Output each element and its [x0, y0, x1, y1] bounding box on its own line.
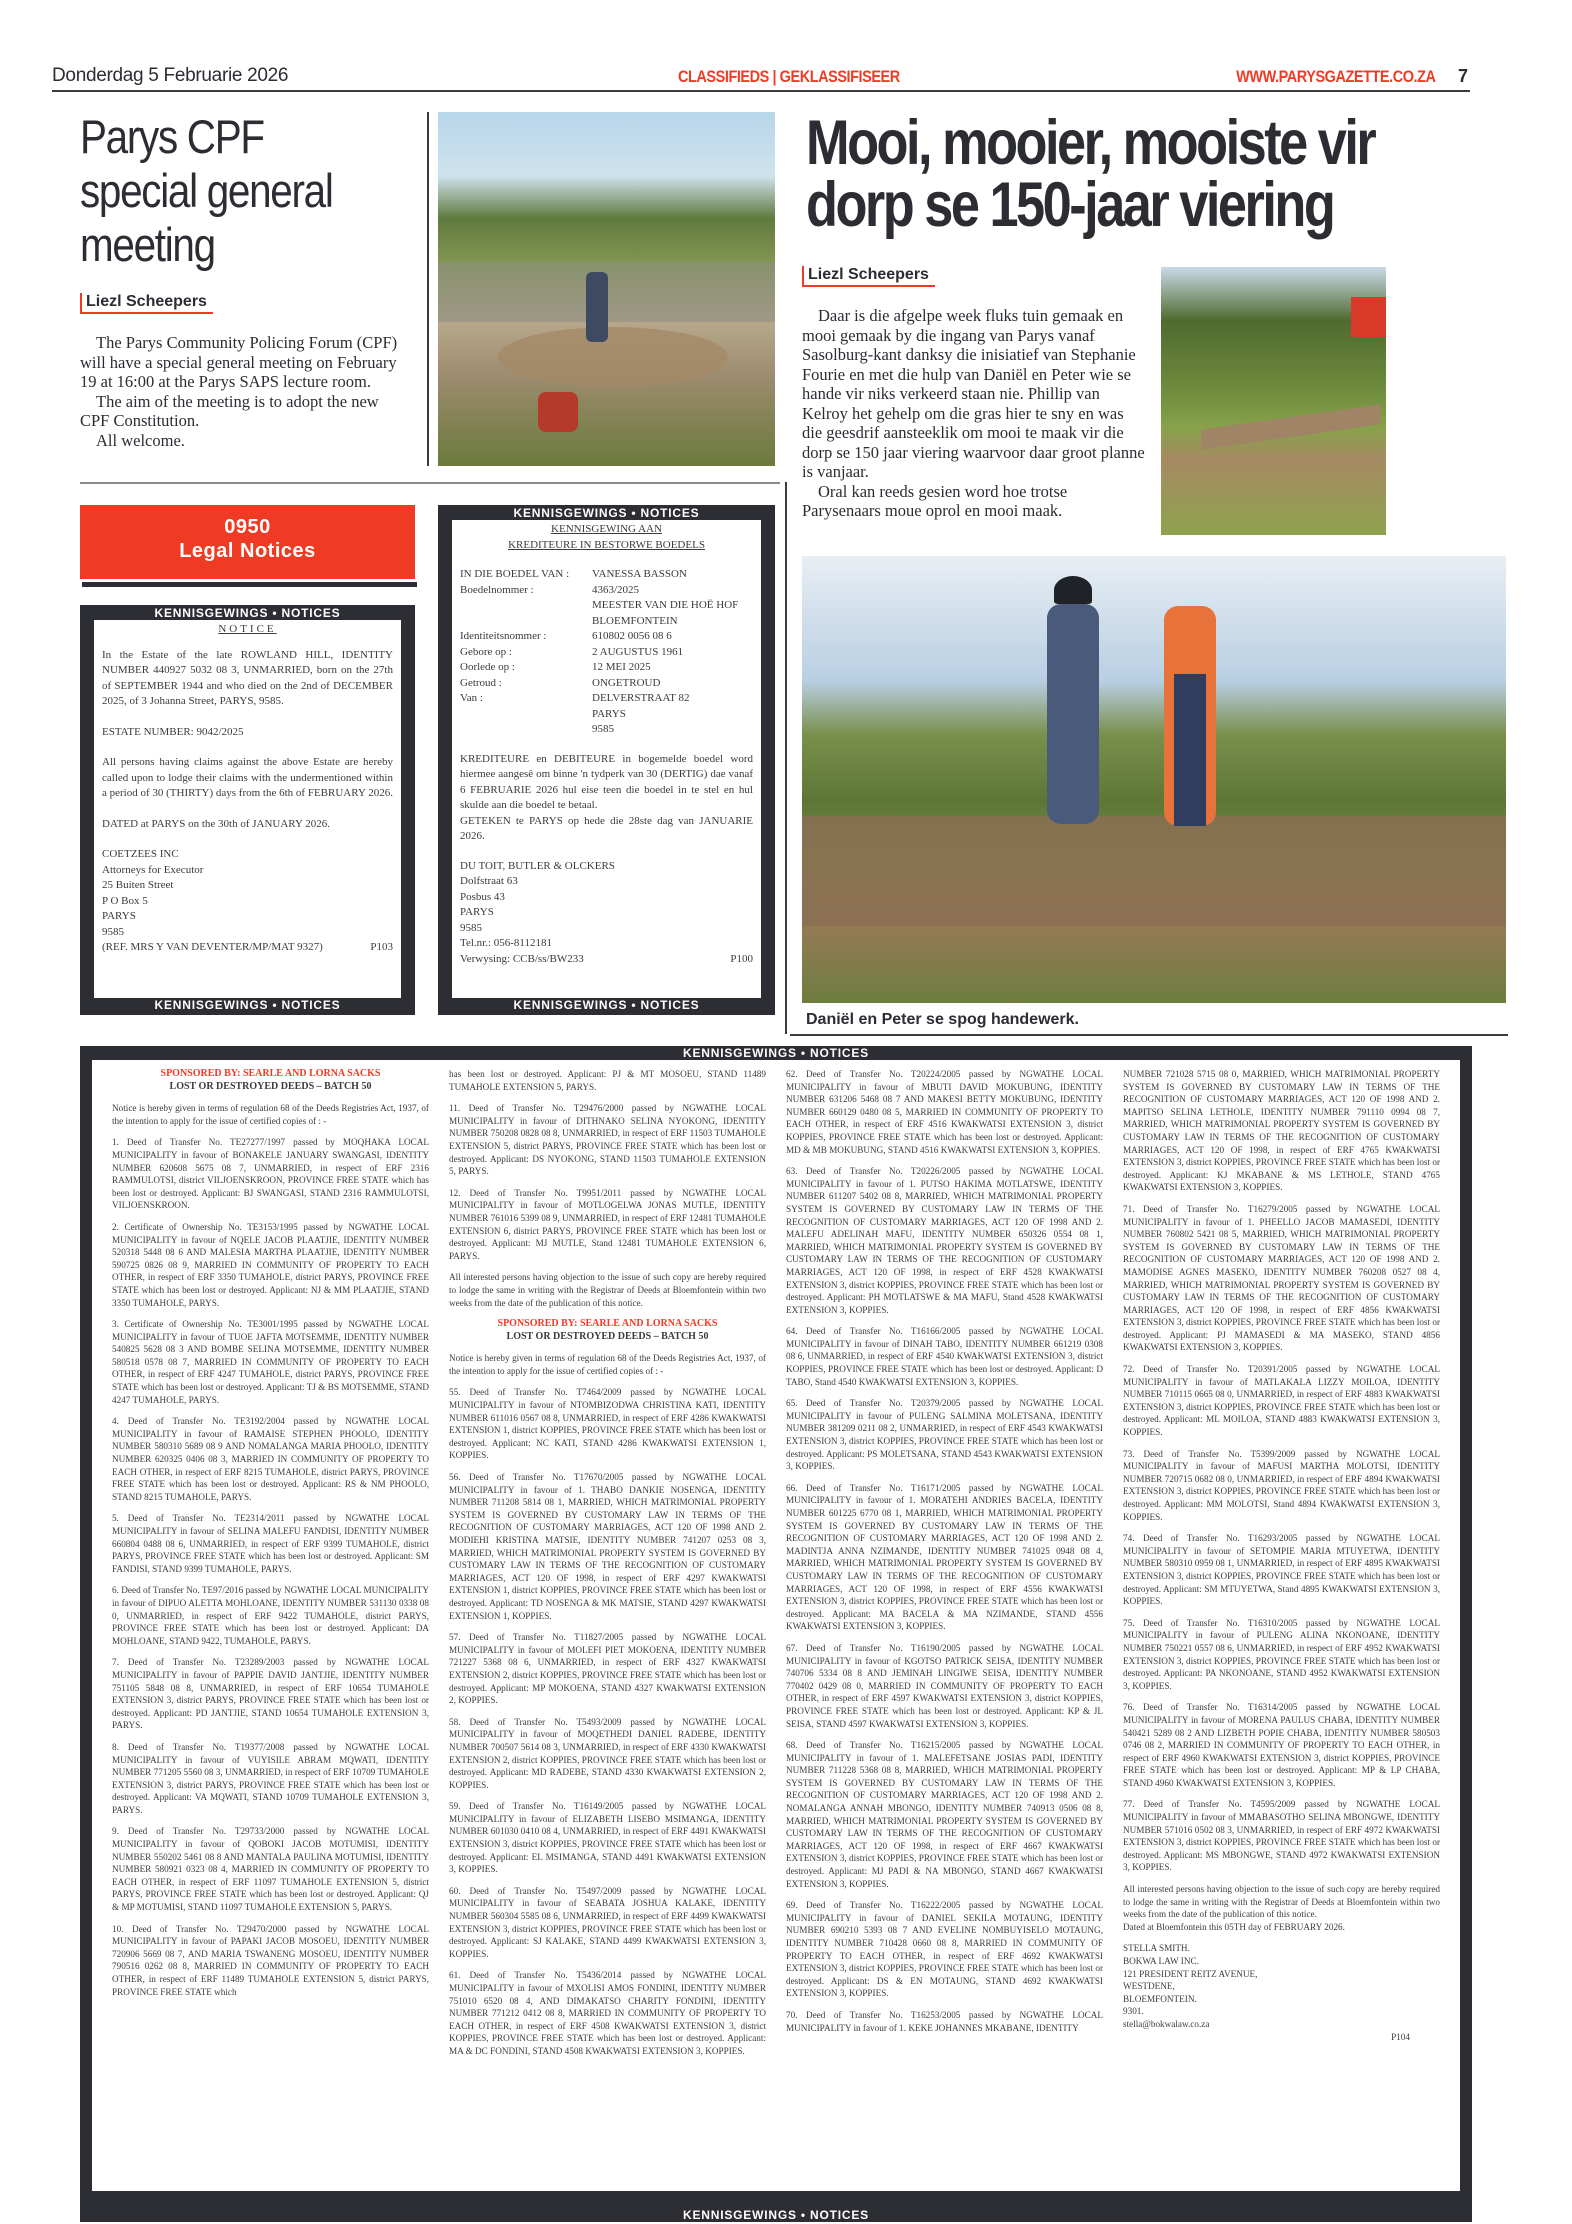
deed-entry: 6. Deed of Transfer No. TE97/2016 passed by NGWATHE LOCAL MUNICIPALITY in favour of DIPUO ALETTA MOHLOANE, IDENTITY NUMBER 531130 0338 08 0, UNMARRIED, in respect of ERF 9422 TUMAHOLE, district PARYS, PROVINCE FREE STATE which has been lost or destroyed. Applicant: DA MOHLOANE, STAND 9422, TUMAHOLE, PARYS. — [112, 1585, 429, 1646]
deed-entry: 61. Deed of Transfer No. T5436/2014 passed by NGWATHE LOCAL MUNICIPALITY in favour of MXOLISI AMOS FONDINI, IDENTITY NUMBER 751010 6520 08 4, AND DIMAKATSO CHARITY FONDINI, IDENTITY NUMBER 771212 0412 08 8, MARRIED IN COMMUNITY OF PROPERTY TO EACH OTHER, in respect of ERF 4508 KWAKWATSI EXTENSION 3, district KOPPIES, PROVINCE FREE STATE which has been lost or destroyed. Applicant: MA & DC FONDINI, STAND 4508 KWAKWATSI EXTENSION 3, KOPPIES. — [449, 1970, 766, 2056]
red-sign-shape — [1351, 297, 1386, 337]
cpf-headline: Parys CPF special general meeting — [80, 110, 333, 271]
deed-entry: 10. Deed of Transfer No. T29470/2000 passed by NGWATHE LOCAL MUNICIPALITY in favour of PAPAKI JACOB MOSOEU, IDENTITY NUMBER 720906 5669 08 7, AND MARIA TSWANENG MOSOEU, IDENTITY NUMBER 790516 0262 08 8, MARRIED IN COMMUNITY OF PROPERTY TO EACH OTHER, in respect of ERF 11489 TUMAHOLE EXTENSION 5, district PARYS, PROVINCE FREE STATE which — [112, 1923, 429, 1997]
deed-entry: 70. Deed of Transfer No. T16253/2005 passed by NGWATHE LOCAL MUNICIPALITY in favour of 1. KEKE JOHANNES MKABANE, IDENTITY — [786, 2009, 1103, 2033]
deed-entry: 60. Deed of Transfer No. T5497/2009 passed by NGWATHE LOCAL MUNICIPALITY in favour of SEABATA JOSHUA KALAKE, IDENTITY NUMBER 560304 5585 08 6, UNMARRIED, in respect of ERF 4499 KWAKWATSI EXTENSION 3, district KOPPIES, PROVINCE FREE STATE which has been lost or destroyed. Applicant: SJ KALAKE, STAND 4499 KWAKWATSI EXTENSION 3, KOPPIES. — [449, 1885, 766, 1959]
deed-entry: 71. Deed of Transfer No. T16279/2005 passed by NGWATHE LOCAL MUNICIPALITY in favour of 1. PHEELLO JACOB MAMASEDI, IDENTITY NUMBER 760802 5421 08 5, MARRIED, WHICH MATRIMONIAL PROPERTY SYSTEM IS GOVERNED BY CUSTOMARY LAW IN TERMS OF THE RECOGNITION OF CUSTOMARY MARRIAGES, ACT 120 OF 1998 AND 2. MAMODISE AGNES MASEKO, IDENTITY NUMBER 760208 0527 08 4, MARRIED, WHICH MATRIMONIAL PROPERTY SYSTEM IS GOVERNED BY CUSTOMARY LAW IN TERMS OF THE RECOGNITION OF CUSTOMARY MARRIAGES, ACT 120 OF 1998, in respect of ERF 4856 KWAKWATSI EXTENSION 3, district KOPPIES, PROVINCE FREE STATE which has been lost or destroyed. Applicant: PJ MAMASEDI & MA MASEKO, STAND 4856 KWAKWATSI EXTENSION 3, KOPPIES. — [1123, 1203, 1440, 1353]
address-line: PARYS — [102, 910, 136, 922]
objection-notice: All interested persons having objection to the issue of such copy are hereby required to lodge the same in writing with the Registrar of Deeds at Bloemfontein within two weeks from the date of the publication of this notice. — [449, 1272, 766, 1308]
notice-hill-para2: All persons having claims against the above Estate are hereby called upon to lodge their claims with the undermentioned within a period of 30 (THIRTY) days from the 6th of FEBRUARY 2026. — [102, 756, 394, 799]
address-line: PARYS — [460, 906, 494, 918]
classification-code: 0950 — [224, 516, 271, 538]
notice-band-top: KENNISGEWINGS • NOTICES — [683, 1046, 869, 1060]
deeds-intro: Notice is hereby given in terms of regulation 68 of the Deeds Registries Act, 1937, of the intention to apply for the issue of certified copies of : - — [112, 1103, 429, 1126]
phone-number: Tel.nr.: 056-8112181 — [460, 937, 553, 949]
address-line: Dolfstraat 63 — [460, 875, 518, 887]
lost-deeds-notice — [80, 1046, 1472, 2222]
mooi-photo-roadside-garden — [1161, 267, 1386, 535]
mooi-headline: Mooi, mooier, mooiste vir dorp se 150-jaar viering — [806, 108, 1375, 240]
hat-shape — [1054, 576, 1092, 604]
address-line: P O Box 5 — [102, 894, 148, 907]
caption-rule — [790, 1034, 1508, 1036]
deed-entry: 73. Deed of Transfer No. T5399/2009 passed by NGWATHE LOCAL MUNICIPALITY in favour of MAFUSI MARTHA MOLOTSI, IDENTITY NUMBER 720715 0682 08 0, UNMARRIED, in respect of ERF 4894 KWAKWATSI EXTENSION 3, district KOPPIES, PROVINCE FREE STATE which has been lost or destroyed. Applicant: MM MOLOTSI, Stand 4894 KWAKWATSI EXTENSION 3, KOPPIES. — [1123, 1448, 1440, 1522]
deed-entry: 64. Deed of Transfer No. T16166/2005 passed by NGWATHE LOCAL MUNICIPALITY in favour of DINAH TABO, IDENTITY NUMBER 661219 0308 08 6, UNMARRIED, in respect of ERF 4540 KWAKWATSI EXTENSION 3, district KOPPIES, PROVINCE FREE STATE which has been lost or destroyed. Applicant: D TABO, Stand 4540 KWAKWATSI EXTENSION 3, KOPPIES. — [786, 1326, 1103, 1387]
mooi-byline-wrap — [802, 266, 935, 287]
notice-basson-title2: KREDITEURE IN BESTORWE BOEDELS — [508, 538, 705, 551]
notice-basson-signed: GETEKEN te PARYS op hede die 28ste dag van JANUARIE 2026. — [460, 814, 753, 842]
address-line: 9585 — [102, 925, 124, 938]
column-divider — [785, 482, 787, 1034]
signature-line: STELLA SMITH. — [1123, 1943, 1190, 1954]
deed-entry: has been lost or destroyed. Applicant: PJ & MT MOSOEU, STAND 11489 TUMAHOLE EXTENSION 5, PARYS. — [449, 1069, 766, 1092]
field-row: Getroud : ONGETROUD — [460, 676, 661, 689]
signature-line: 9301. — [1123, 2006, 1144, 2017]
deed-entry: 11. Deed of Transfer No. T29476/2000 passed by NGWATHE LOCAL MUNICIPALITY in favour of DITHNAKO SELINA NYOKONG, IDENTITY NUMBER 750208 0828 08 8, UNMARRIED, in respect of ERF 11503 TUMAHOLE EXTENSION 5, district PARYS, PROVINCE FREE STATE which has been lost or destroyed. Applicant: DS NYOKONG, STAND 11503 TUMAHOLE EXTENSION 5, PARYS. — [449, 1103, 766, 1177]
notice-hill-para1: In the Estate of the late ROWLAND HILL, IDENTITY NUMBER 440927 5032 08 3, UNMARRIED, born on the 27th of SEPTEMBER 1944 and who died on the 2nd of DECEMBER 2025, of 3 Johanna Street, PARYS, 9585. — [102, 648, 393, 707]
deed-entry: 56. Deed of Transfer No. T17670/2005 passed by NGWATHE LOCAL MUNICIPALITY in favour of 1. THABO DANKIE NOSENGA, IDENTITY NUMBER 711208 5814 08 1, MARRIED, WHICH MATRIMONIAL PROPERTY SYSTEM IS GOVERNED BY CUSTOMARY LAW IN TERMS OF THE RECOGNITION OF CUSTOMARY MARRIAGES, ACT 120 OF 1998 AND 2. MODIEHI KRISTINA MATSIE, IDENTITY NUMBER 741207 0253 08 3, MARRIED, WHICH MATRIMONIAL PROPERTY SYSTEM IS GOVERNED BY CUSTOMARY LAW IN TERMS OF THE RECOGNITION OF CUSTOMARY MARRIAGES, ACT 120 OF 1998, in respect of ERF 4297 KWAKWATSI EXTENSION 1, district KOPPIES, PROVINCE FREE STATE which has been lost or destroyed. Applicant: TD NOSENGA & MK MATSIE, STAND 4297 KWAKWATSI EXTENSION 1, KOPPIES. — [449, 1472, 766, 1621]
deeds-column-4 — [1113, 1068, 1450, 2183]
field-row: Gebore op : 2 AUGUSTUS 1961 — [460, 645, 684, 658]
deeds-dated: Dated at Bloemfontein this 05TH day of FEBRUARY 2026. — [1123, 1921, 1345, 1932]
cpf-body — [80, 333, 400, 450]
deeds-intro: Notice is hereby given in terms of regulation 68 of the Deeds Registries Act, 1937, of the intention to apply for the issue of certified copies of : - — [449, 1353, 766, 1376]
legal-notices-header — [80, 505, 415, 579]
issue-date: Donderdag 5 Februarie 2026 — [52, 65, 289, 86]
cpf-photo-worker-garden — [438, 112, 775, 466]
address-line: Posbus 43 — [460, 890, 505, 903]
deed-entry: 77. Deed of Transfer No. T4595/2009 passed by NGWATHE LOCAL MUNICIPALITY in favour of MMABASOTHO SELINA MBONGWE, IDENTITY NUMBER 571016 0502 08 3, UNMARRIED, in respect of ERF 4972 KWAKWATSI EXTENSION 3, district KOPPIES, PROVINCE FREE STATE which has been lost or destroyed. Applicant: MS MBONGWE, STAND 4972 KWAKWATSI EXTENSION 3, KOPPIES. — [1123, 1799, 1440, 1873]
deed-entry: 69. Deed of Transfer No. T16222/2005 passed by NGWATHE LOCAL MUNICIPALITY in favour of DANIEL SEKILA MOTAUNG, IDENTITY NUMBER 690210 5393 08 7 AND EVELINE NOMBUYISELO MOTAUNG, IDENTITY NUMBER 710428 0660 08 8, MARRIED IN COMMUNITY OF PROPERTY TO EACH OTHER, in respect of ERF 4692 KWAKWATSI EXTENSION 3, district KOPPIES, PROVINCE FREE STATE which has been lost or destroyed. Applicant: DS & EN MOTAUNG, STAND 4692 KWAKWATSI EXTENSION 3, KOPPIES. — [786, 1900, 1103, 1999]
deed-entry: 7. Deed of Transfer No. T23289/2003 passed by NGWATHE LOCAL MUNICIPALITY in favour of PAPPIE DAVID JANTJIE, IDENTITY NUMBER 751105 5848 08 8, UNMARRIED, in respect of ERF 10654 TUMAHOLE EXTENSION 3, district PARYS, PROVINCE FREE STATE which has been lost or destroyed. Applicant: PD JANTJIE, STAND 10654 TUMAHOLE EXTENSION 3, PARYS. — [112, 1657, 429, 1731]
deed-entry: 57. Deed of Transfer No. T11827/2005 passed by NGWATHE LOCAL MUNICIPALITY in favour of MOLEFI PIET MOKOENA, IDENTITY NUMBER 721227 5368 08 6, UNMARRIED, in respect of ERF 4327 KWAKWATSI EXTENSION 2, district KOPPIES, PROVINCE FREE STATE which has been lost or destroyed. Applicant: MP MOKOENA, STAND 4327 KWAKWATSI EXTENSION 2, KOPPIES. — [449, 1632, 766, 1706]
signature-block — [1123, 1942, 1440, 2043]
field-row: BLOEMFONTEIN — [592, 614, 678, 627]
deed-entry: 4. Deed of Transfer No. TE3192/2004 passed by NGWATHE LOCAL MUNICIPALITY in favour of RAMAISE STEPHEN PHOOLO, IDENTITY NUMBER 580310 5689 08 9 AND NOMALANGA MARIA PHOOLO, IDENTITY NUMBER 620325 0406 08 3, MARRIED IN COMMUNITY OF PROPERTY TO EACH OTHER, in respect of ERF 8215 TUMAHOLE, district PARYS, PROVINCE FREE STATE which has been lost or destroyed. Applicant: RS & NM PHOOLO, STAND 8215 TUMAHOLE, PARYS. — [112, 1416, 429, 1502]
address-line: 25 Buiten Street — [102, 879, 174, 891]
header-rule — [82, 582, 417, 587]
website-link[interactable]: WWW.PARYSGAZETTE.CO.ZA — [1236, 67, 1436, 86]
deed-entry: 75. Deed of Transfer No. T16310/2005 passed by NGWATHE LOCAL MUNICIPALITY in favour of PULENG ALINA NKONOANE, IDENTITY NUMBER 750221 0557 08 6, UNMARRIED, in respect of ERF 4952 KWAKWATSI EXTENSION 3, district KOPPIES, PROVINCE FREE STATE which has been lost or destroyed. Applicant: PA NKONOANE, STAND 4952 KWAKWATSI EXTENSION 3, KOPPIES. — [1123, 1617, 1440, 1691]
field-row: PARYS — [592, 707, 626, 720]
deed-entry: 67. Deed of Transfer No. T16190/2005 passed by NGWATHE LOCAL MUNICIPALITY in favour of KGOTSO PATRICK SEISA, IDENTITY NUMBER 740706 5334 08 8 AND JEMINAH LINGIWE SEISA, IDENTITY NUMBER 770402 0429 08 0, MARRIED IN COMMUNITY OF PROPERTY TO EACH OTHER, in respect of ERF 4597 KWAKWATSI EXTENSION 3, district KOPPIES, PROVINCE FREE STATE which has been lost or destroyed. Applicant: KP & JL SEISA, STAND 4597 KWAKWATSI EXTENSION 3, KOPPIES. — [786, 1642, 1103, 1729]
cpf-byline: Liezl Scheepers — [80, 293, 213, 314]
notice-basson-content — [452, 520, 761, 998]
batch-title: LOST OR DESTROYED DEEDS – BATCH 50 — [169, 1080, 372, 1092]
notice-band-bottom: KENNISGEWINGS • NOTICES — [683, 2208, 869, 2222]
address-line: DU TOIT, BUTLER & OLCKERS — [460, 859, 615, 872]
deed-entry: 5. Deed of Transfer No. TE2314/2011 passed by NGWATHE LOCAL MUNICIPALITY in favour of SELINA MALEFU FANDISI, IDENTITY NUMBER 660804 0488 08 6, UNMARRIED, in respect of ERF 9399 TUMAHOLE, district PARYS, PROVINCE FREE STATE which has been lost or destroyed. Applicant: SM FANDISI, STAND 9399 TUMAHOLE, PARYS. — [112, 1513, 429, 1574]
mooi-paragraph: Oral kan reeds gesien word hoe trotse Parysenaars moue oprol en mooi maak. — [802, 481, 1068, 520]
deed-entry: 3. Certificate of Ownership No. TE3001/1995 passed by NGWATHE LOCAL MUNICIPALITY in favour of TUOE JAFTA MOTSEMME, IDENTITY NUMBER 540825 5628 08 3 AND BOMBE SELINA MOTSEMME, IDENTITY NUMBER 580518 0578 08 7, MARRIED IN COMMUNITY OF PROPERTY TO EACH OTHER, in respect of ERF 4247 TUMAHOLE, district PARYS, PROVINCE FREE STATE which has been lost or destroyed. Applicant: TJ & BS MOTSEMME, STAND 4247 TUMAHOLE, PARYS. — [112, 1319, 429, 1405]
cpf-byline-wrap — [80, 293, 213, 314]
signature-line: BOKWA LAW INC. — [1123, 1956, 1199, 1966]
person-daniel — [1047, 604, 1099, 824]
deeds-column-1 — [102, 1068, 439, 2183]
deed-entry: 9. Deed of Transfer No. T29733/2000 passed by NGWATHE LOCAL MUNICIPALITY in favour of QOBOKI JACOB MOTUMISI, IDENTITY NUMBER 550202 5461 08 8 AND MANTALA PAULINA MOTUMISI, IDENTITY NUMBER 580921 0323 08 4, MARRIED IN COMMUNITY OF PROPERTY TO EACH OTHER, in respect of ERF 11097 TUMAHOLE EXTENSION 5, district PARYS, PROVINCE FREE STATE which has been lost or destroyed. Applicant: QJ & MP MOTUMISI, STAND 11097 TUMAHOLE EXTENSION 5, PARYS. — [112, 1826, 429, 1913]
field-row: Oorlede op : 12 MEI 2025 — [460, 661, 651, 673]
deeds-column-3 — [776, 1068, 1113, 2183]
notice-hill-estate — [80, 605, 415, 1015]
address-line: 9585 — [460, 921, 482, 934]
field-row: 9585 — [592, 723, 614, 735]
deed-entry: 72. Deed of Transfer No. T20391/2005 passed by NGWATHE LOCAL MUNICIPALITY in favour of MATLAKALA LIZZY MOILOA, IDENTITY NUMBER 710115 0665 08 0, UNMARRIED, in respect of ERF 4883 KWAKWATSI EXTENSION 3, district KOPPIES, PROVINCE FREE STATE which has been lost or destroyed. Applicant: ML MOILOA, STAND 4883 KWAKWATSI EXTENSION 3, KOPPIES. — [1123, 1364, 1440, 1438]
worker-figure — [586, 272, 608, 342]
deeds-column-2 — [439, 1068, 776, 2183]
stone-bed-shape — [498, 327, 728, 387]
field-row: IN DIE BOEDEL VAN : VANESSA BASSON — [460, 568, 687, 580]
signature-line: WESTDENE, — [1123, 1981, 1175, 1992]
deed-entry: 59. Deed of Transfer No. T16149/2005 passed by NGWATHE LOCAL MUNICIPALITY in favour of ELIZABETH LISEBO MSIMANGA, IDENTITY NUMBER 601030 0410 08 4, UNMARRIED, in respect of ERF 4491 KWAKWATSI EXTENSION 3, district KOPPIES, PROVINCE FREE STATE which has been lost or destroyed. Applicant: EL MSIMANGA, STAND 4491 KWAKWATSI EXTENSION 3, KOPPIES. — [449, 1801, 766, 1875]
mooi-body — [802, 306, 1147, 521]
cpf-paragraph: All welcome. — [96, 430, 185, 450]
notice-code: P100 — [730, 952, 753, 965]
notice-code: P103 — [370, 941, 393, 953]
peter-trousers-shape — [1174, 674, 1206, 826]
column-divider — [427, 112, 429, 466]
signature-line: 121 PRESIDENT REITZ AVENUE, — [1123, 1968, 1258, 1979]
section-divider — [80, 482, 780, 484]
deed-entry: 8. Deed of Transfer No. T19377/2008 passed by NGWATHE LOCAL MUNICIPALITY in favour of VUYISILE ABRAM MQWATI, IDENTITY NUMBER 771205 5560 08 3, UNMARRIED, in respect of ERF 10709 TUMAHOLE EXTENSION 3, district PARYS, PROVINCE FREE STATE which has been lost or destroyed. Applicant: VA MQWATI, STAND 10709 TUMAHOLE EXTENSION 3, PARYS. — [112, 1741, 429, 1815]
deed-entry: 65. Deed of Transfer No. T20379/2005 passed by NGWATHE LOCAL MUNICIPALITY in favour of PULENG SALMINA MOLETSANA, IDENTITY NUMBER 381209 0211 08 2, UNMARRIED, in respect of ERF 4543 KWAKWATSI EXTENSION 3, district KOPPIES, PROVINCE FREE STATE which has been lost or destroyed. Applicant: PS MOLETSANA, STAND 4543 KWAKWATSI EXTENSION 3, KOPPIES. — [786, 1398, 1103, 1472]
deed-entry: 12. Deed of Transfer No. T9951/2011 passed by NGWATHE LOCAL MUNICIPALITY in favour of MOTLOGELWA JONAS MUTLE, IDENTITY NUMBER 761016 5399 08 9, UNMARRIED, in respect of ERF 12481 TUMAHOLE EXTENSION 6, district PARYS, PROVINCE FREE STATE which has been lost or destroyed. Applicant: MJ MUTLE, Stand 12481 TUMAHOLE EXTENSION 6, PARYS. — [449, 1187, 766, 1261]
photo-caption: Daniël en Peter se spog handewerk. — [806, 1011, 1079, 1028]
deed-entry: 76. Deed of Transfer No. T16314/2005 passed by NGWATHE LOCAL MUNICIPALITY in favour of MORENA PAULUS CHABA, IDENTITY NUMBER 540421 5289 08 2 AND LIZBETH POPIE CHABA, IDENTITY NUMBER 580503 0746 08 2, MARRIED IN COMMUNITY OF PROPERTY TO EACH OTHER, in respect of ERF 4960 KWAKWATSI EXTENSION 3, district KOPPIES, PROVINCE FREE STATE which has been lost or destroyed. Applicant: MP & LP CHABA, STAND 4960 KWAKWATSI EXTENSION 3, KOPPIES. — [1123, 1702, 1440, 1788]
stone-border-shape — [1201, 404, 1381, 449]
notice-basson-estate — [438, 505, 775, 1015]
section-label: CLASSIFIEDS | GEKLASSIFISEER — [678, 67, 900, 86]
notice-title: NOTICE — [218, 623, 277, 635]
sponsor-line: SPONSORED BY: SEARLE AND LORNA SACKS — [497, 1318, 718, 1330]
signature-line: BLOEMFONTEIN. — [1123, 1993, 1197, 2004]
notice-reference: Verwysing: CCB/ss/BW233 — [460, 952, 584, 965]
stone-wall-shape — [802, 816, 1506, 926]
notice-hill-content — [94, 620, 401, 998]
lost-deeds-content — [92, 1060, 1460, 2191]
deed-entry: NUMBER 721028 5715 08 0, MARRIED, WHICH MATRIMONIAL PROPERTY SYSTEM IS GOVERNED BY CUSTOMARY LAW IN TERMS OF THE RECOGNITION OF CUSTOMARY MARRIAGES, ACT 120 OF 1998 AND 2. MAPITSO SELINA LETHOLE, IDENTITY NUMBER 791110 0994 08 7, MARRIED, WHICH MATRIMONIAL PROPERTY SYSTEM IS GOVERNED BY CUSTOMARY LAW IN TERMS OF THE RECOGNITION OF CUSTOMARY MARRIAGES, ACT 120 OF 1998, in respect of ERF 4765 KWAKWATSI EXTENSION 3, district KOPPIES, PROVINCE FREE STATE which has been lost or destroyed. Applicant: KJ MKABANE & MS LETHOLE, STAND 4765 KWAKWATSI EXTENSION 3, KOPPIES. — [1123, 1069, 1440, 1193]
field-row: Boedelnommer : 4363/2025 — [460, 583, 640, 596]
notice-band-top: KENNISGEWINGS • NOTICES — [154, 606, 341, 620]
mooi-photo-daniel-peter — [802, 556, 1506, 1003]
deed-entry: 68. Deed of Transfer No. T16215/2005 passed by NGWATHE LOCAL MUNICIPALITY in favour of 1. MALEFETSANE JOSIAS PADI, IDENTITY NUMBER 711228 5368 08 8, MARRIED, WHICH MATRIMONIAL PROPERTY SYSTEM IS GOVERNED BY CUSTOMARY LAW IN TERMS OF THE RECOGNITION OF CUSTOMARY MARRIAGES, ACT 120 OF 1998 AND 2. NOMALANGA ANNAH MBONGO, IDENTITY NUMBER 740913 0506 08 8, MARRIED, WHICH MATRIMONIAL PROPERTY SYSTEM IS GOVERNED BY CUSTOMARY LAW IN TERMS OF THE RECOGNITION OF CUSTOMARY MARRIAGES, ACT 120 OF 1998, in respect of ERF 4667 KWAKWATSI EXTENSION 3, district KOPPIES, PROVINCE FREE STATE which has been lost or destroyed. Applicant: MJ PADI & NA MBONGO, STAND 4667 KWAKWATSI EXTENSION 3, KOPPIES. — [786, 1740, 1103, 1889]
objection-notice: All interested persons having objection to the issue of such copy are hereby required to lodge the same in writing with the Registrar of Deeds at Bloemfontein within two weeks from the date of the publication of this notice. — [1123, 1884, 1440, 1920]
lawnmower-shape — [538, 392, 578, 432]
classification-title: Legal Notices — [179, 540, 316, 562]
sponsor-line: SPONSORED BY: SEARLE AND LORNA SACKS — [160, 1068, 381, 1079]
notice-basson-para: KREDITEURE en DEBITEURE in bogemelde boedel word hiermee aangesê om binne 'n tydperk van 30 (DERTIG) dae vanaf 6 FEBRUARIE 2026 hul eise teen die boedel in te stel en hul skulde aan die boedel te betaal. — [460, 752, 753, 811]
estate-number: ESTATE NUMBER: 9042/2025 — [102, 725, 244, 738]
cpf-paragraph: The aim of the meeting is to adopt the new CPF Constitution. — [80, 391, 379, 430]
batch-title: LOST OR DESTROYED DEEDS – BATCH 50 — [506, 1330, 709, 1342]
masthead — [52, 64, 1470, 92]
deed-entry: 66. Deed of Transfer No. T16171/2005 passed by NGWATHE LOCAL MUNICIPALITY in favour of 1. MORATEHI ANDRIES BACELA, IDENTITY NUMBER 601225 6770 08 1, MARRIED, WHICH MATRIMONIAL PROPERTY SYSTEM IS GOVERNED BY CUSTOMARY LAW IN TERMS OF THE RECOGNITION OF CUSTOMARY MARRIAGES, ACT 120 OF 1998 AND 2. MADINTJA ANNA NZIMANDE, IDENTITY NUMBER 741025 0948 08 4, MARRIED, WHICH MATRIMONIAL PROPERTY SYSTEM IS GOVERNED BY CUSTOMARY LAW IN TERMS OF THE RECOGNITION OF CUSTOMARY MARRIAGES, ACT 120 OF 1998, in respect of ERF 4556 KWAKWATSI EXTENSION 3, district KOPPIES, PROVINCE FREE STATE which has been lost or destroyed. Applicant: MA BACELA & MA NZIMANDE, STAND 4556 KWAKWATSI EXTENSION 3, KOPPIES. — [786, 1482, 1103, 1632]
field-row: MEESTER VAN DIE HOË HOF — [592, 599, 739, 611]
deed-entry: 74. Deed of Transfer No. T16293/2005 passed by NGWATHE LOCAL MUNICIPALITY in favour of SETOMPIE MARIA MTUYETWA, IDENTITY NUMBER 580310 0959 08 1, UNMARRIED, in respect of ERF 4895 KWAKWATSI EXTENSION 3, district KOPPIES, PROVINCE FREE STATE which has been lost or destroyed. Applicant: SM MTUYETWA, Stand 4895 KWAKWATSI EXTENSION 3, KOPPIES. — [1123, 1533, 1440, 1607]
notice-reference: (REF. MRS Y VAN DEVENTER/MP/MAT 9327) — [102, 941, 323, 953]
deed-entry: 62. Deed of Transfer No. T20224/2005 passed by NGWATHE LOCAL MUNICIPALITY in favour of MBUTI DAVID MOKUBUNG, IDENTITY NUMBER 631206 5468 08 7 AND MAKESI BETTY MOKUBUNG, IDENTITY NUMBER 660129 0480 08 5, MARRIED IN COMMUNITY OF PROPERTY TO EACH OTHER, in respect of ERF 4516 KWAKWATSI EXTENSION 3, district KOPPIES, PROVINCE FREE STATE which has been lost or destroyed. Applicant: MD & MB MOKUBUNG, STAND 4516 KWAKWATSI EXTENSION 3, KOPPIES. — [786, 1069, 1103, 1155]
email-link[interactable]: stella@bokwalaw.co.za — [1123, 2018, 1210, 2029]
field-row: Van : DELVERSTRAAT 82 — [460, 692, 690, 704]
notice-band-bottom: KENNISGEWINGS • NOTICES — [154, 998, 341, 1012]
field-row: Identiteitsnommer : 610802 0056 08 6 — [460, 630, 672, 642]
notice-basson-title1: KENNISGEWING AAN — [551, 523, 662, 535]
mooi-byline: Liezl Scheepers — [802, 266, 935, 287]
notice-band-top: KENNISGEWINGS • NOTICES — [513, 506, 700, 520]
deed-entry: 58. Deed of Transfer No. T5493/2009 passed by NGWATHE LOCAL MUNICIPALITY in favour of MOQETHEDI DANIEL RADEBE, IDENTITY NUMBER 700507 5614 08 3, UNMARRIED, in respect of ERF 4330 KWAKWATSI EXTENSION 2, district KOPPIES, PROVINCE FREE STATE which has been lost or destroyed. Applicant: MD RADEBE, STAND 4330 KWAKWATSI EXTENSION 2, KOPPIES. — [449, 1716, 766, 1790]
address-line: Attorneys for Executor — [102, 863, 204, 876]
notice-code: P104 — [1391, 2031, 1410, 2042]
address-line: COETZEES INC — [102, 848, 179, 860]
deed-entry: 1. Deed of Transfer No. TE27277/1997 passed by MOQHAKA LOCAL MUNICIPALITY in favour of BONAKELE JANUARY SWANGASI, IDENTITY NUMBER 620608 5675 08 7, UNMARRIED, in respect of ERF 2316 RAMMULOTSI, district VILJOENSKROON, PROVINCE FREE STATE which has been lost or destroyed. Applicant: BJ SWANGASI, STAND 2316 RAMMULOTSI, VILJOENSKROON. — [112, 1137, 429, 1211]
notice-hill-dated: DATED at PARYS on the 30th of JANUARY 2026. — [102, 817, 331, 830]
deed-entry: 63. Deed of Transfer No. T20226/2005 passed by NGWATHE LOCAL MUNICIPALITY in favour of 1. PUTSO HAKIMA MOTLATSWE, IDENTITY NUMBER 611207 5402 08 8, MARRIED, WHICH MATRIMONIAL PROPERTY SYSTEM IS GOVERNED BY CUSTOMARY LAW IN TERMS OF THE RECOGNITION OF CUSTOMARY MARRIAGES, ACT 120 OF 1998 AND 2. MALEFU ADELINAH MAFU, IDENTITY NUMBER 650326 0554 08 1, MARRIED, WHICH MATRIMONIAL PROPERTY SYSTEM IS GOVERNED BY CUSTOMARY LAW IN TERMS OF THE RECOGNITION OF CUSTOMARY MARRIAGES, ACT 120 OF 1998, in respect of ERF 4528 KWAKWATSI EXTENSION 3, district KOPPIES, PROVINCE FREE STATE which has been lost or destroyed. Applicant: PH MOTLATSWE & MA MAFU, Stand 4528 KWAKWATSI EXTENSION 3, KOPPIES. — [786, 1166, 1103, 1315]
deed-entry: 55. Deed of Transfer No. T7464/2009 passed by NGWATHE LOCAL MUNICIPALITY in favour of NTOMBIZODWA CHRISTINA KATI, IDENTITY NUMBER 611016 0567 08 8, UNMARRIED, in respect of ERF 4286 KWAKWATSI EXTENSION 1, district KOPPIES, PROVINCE FREE STATE which has been lost or destroyed. Applicant: NC KATI, STAND 4286 KWAKWATSI EXTENSION 1, KOPPIES. — [449, 1387, 766, 1461]
cpf-paragraph: The Parys Community Policing Forum (CPF) will have a special general meeting on February 19 at 16:00 at the Parys SAPS lecture room. — [80, 333, 398, 391]
deed-entry: 2. Certificate of Ownership No. TE3153/1995 passed by NGWATHE LOCAL MUNICIPALITY in favour of NQELE JACOB PLAATJIE, IDENTITY NUMBER 520318 5448 08 6 AND MALESIA MARTHA PLAATJIE, IDENTITY NUMBER 590725 0826 08 9, MARRIED IN COMMUNITY OF PROPERTY TO EACH OTHER, in respect of ERF 3350 TUMAHOLE, district PARYS, PROVINCE FREE STATE which has been lost or destroyed. Applicant: NJ & MM PLAATJIE, STAND 3350 TUMAHOLE, PARYS. — [112, 1221, 429, 1308]
page-number: 7 — [1457, 66, 1468, 86]
mooi-paragraph: Daar is die afgelpe week fluks tuin gemaak en mooi gemaak by die ingang van Parys vanaf Sasolburg-kant danksy die inisiatief van Stephanie Fourie en met die hulp van Daniël en Peter wie se hande vir niks verkeerd staan nie. Phillip van Kelroy het gehelp om die gras hier te sny en was die geesdrif aansteeklik om mooi te maak vir die dorp se 150 jaar viering waarvoor daar groot planne is vanjaar. — [802, 306, 1145, 481]
notice-band-bottom: KENNISGEWINGS • NOTICES — [513, 998, 700, 1012]
